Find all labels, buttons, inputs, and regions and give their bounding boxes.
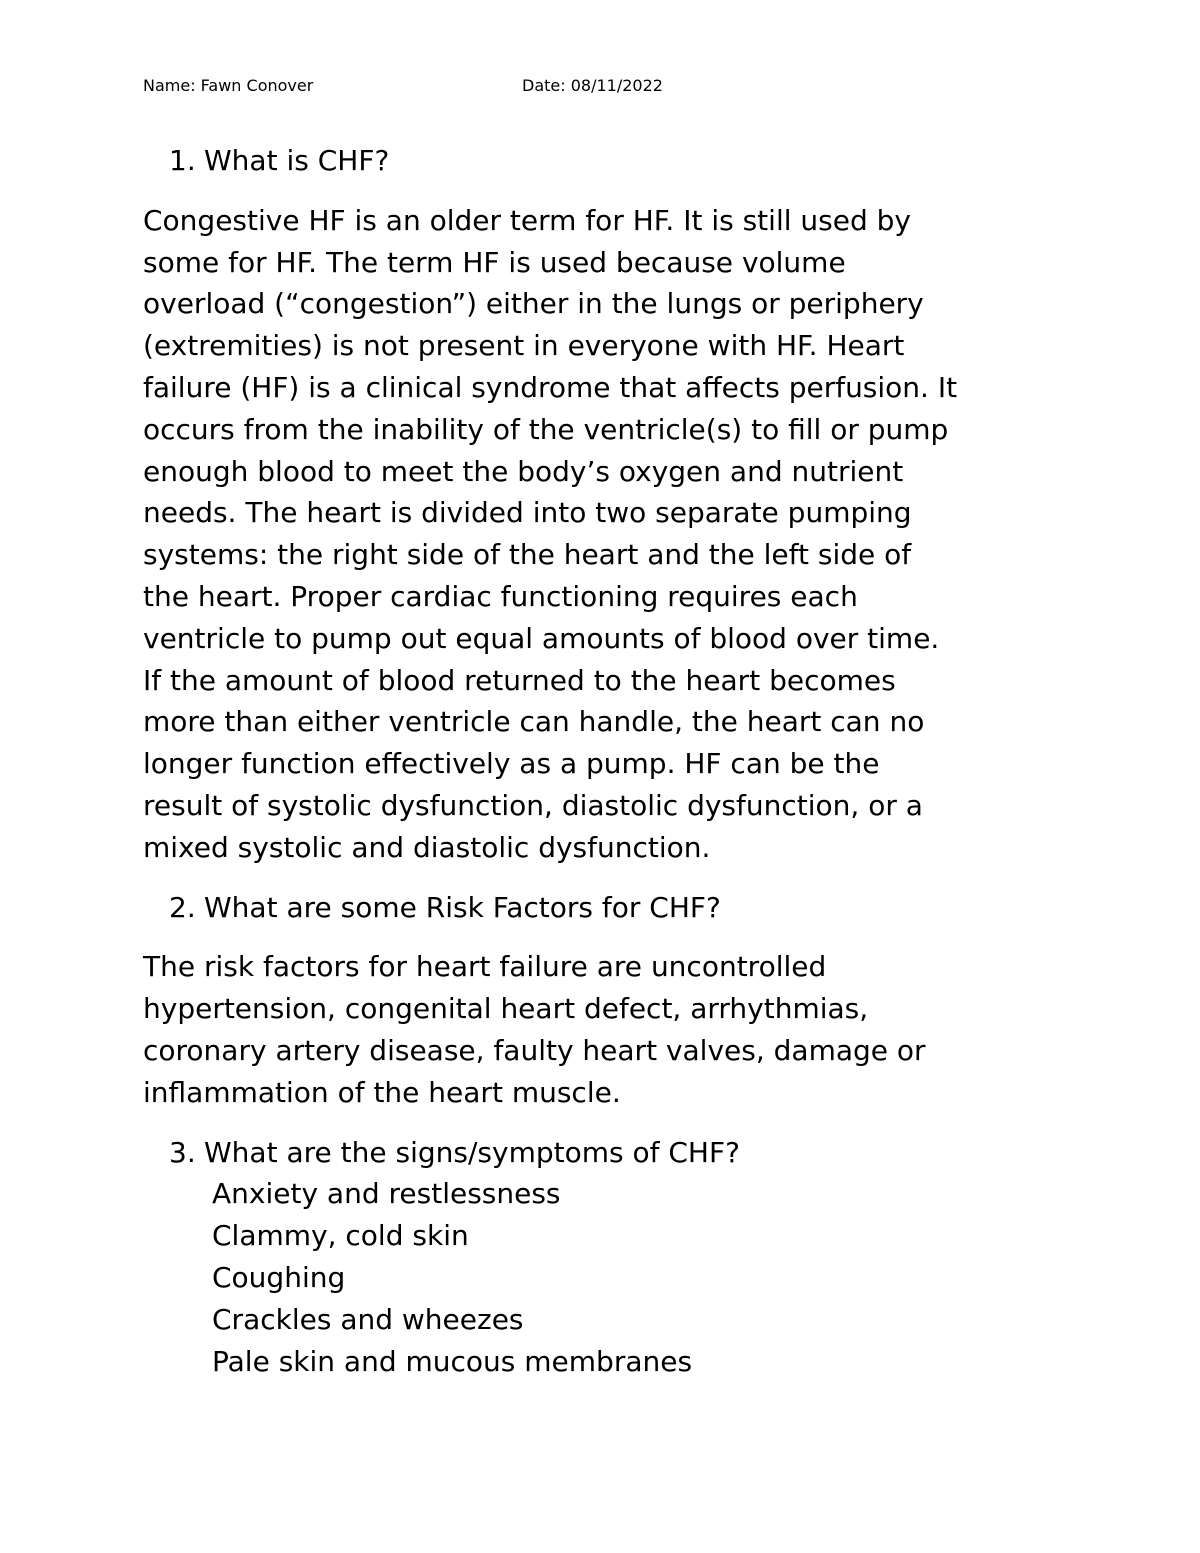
answer-1-line: needs. The heart is divided into two separate pumping — [143, 496, 912, 530]
symptom-item: Anxiety and restlessness — [212, 1177, 561, 1211]
answer-1-line: Congestive HF is an older term for HF. It is still used by — [143, 203, 911, 237]
answer-1-line: overload (“congestion”) either in the lungs or periphery — [143, 287, 924, 321]
answer-2-line: inflammation of the heart muscle. — [143, 1075, 621, 1109]
answer-1 — [143, 200, 1073, 869]
question-3-number: 3. — [169, 1135, 196, 1169]
document-header — [143, 74, 843, 98]
answer-1-line: longer function effectively as a pump. HF can be the — [143, 747, 880, 781]
answer-1-line: If the amount of blood returned to the heart becomes — [143, 663, 896, 697]
question-1-text: What is CHF? — [204, 144, 390, 177]
answer-2-line: coronary artery disease, faulty heart valves, damage or — [143, 1033, 926, 1067]
answer-2-line: hypertension, congenital heart defect, arrhythmias, — [143, 992, 869, 1026]
question-3 — [143, 1132, 1073, 1174]
symptom-item: Pale skin and mucous membranes — [212, 1344, 693, 1378]
answer-1-line: some for HF. The term HF is used because volume — [143, 245, 846, 279]
answer-1-line: (extremities) is not present in everyone with HF. Heart — [143, 329, 905, 363]
answer-1-line: the heart. Proper cardiac functioning requires each — [143, 579, 858, 613]
symptom-item: Clammy, cold skin — [212, 1219, 469, 1253]
document-date: Date: 08/11/2022 — [522, 76, 663, 95]
answer-1-line: occurs from the inability of the ventricle(s) to fill or pump — [143, 412, 949, 446]
symptom-item: Coughing — [212, 1260, 346, 1294]
answer-1-line: more than either ventricle can handle, the heart can no — [143, 705, 925, 739]
answer-1-line: failure (HF) is a clinical syndrome that affects perfusion. It — [143, 370, 958, 404]
question-1-number: 1. — [169, 144, 196, 177]
question-3-text: What are the signs/symptoms of CHF? — [204, 1135, 740, 1169]
question-2-number: 2. — [169, 890, 196, 924]
answer-1-line: systems: the right side of the heart and the left side of — [143, 538, 912, 572]
question-1 — [143, 140, 1073, 182]
answer-1-line: ventricle to pump out equal amounts of blood over time. — [143, 621, 940, 655]
document-body — [143, 140, 1073, 1382]
question-2-text: What are some Risk Factors for CHF? — [204, 890, 721, 924]
question-2 — [143, 887, 1073, 929]
symptom-item: Crackles and wheezes — [212, 1302, 524, 1336]
answer-2-line: The risk factors for heart failure are uncontrolled — [143, 950, 827, 984]
answer-2 — [143, 946, 1073, 1113]
answer-1-line: mixed systolic and diastolic dysfunction. — [143, 830, 711, 864]
student-name: Name: Fawn Conover — [143, 76, 314, 95]
answer-1-line: enough blood to meet the body’s oxygen and nutrient — [143, 454, 904, 488]
symptom-list — [143, 1173, 1073, 1382]
answer-1-line: result of systolic dysfunction, diastolic dysfunction, or a — [143, 788, 923, 822]
